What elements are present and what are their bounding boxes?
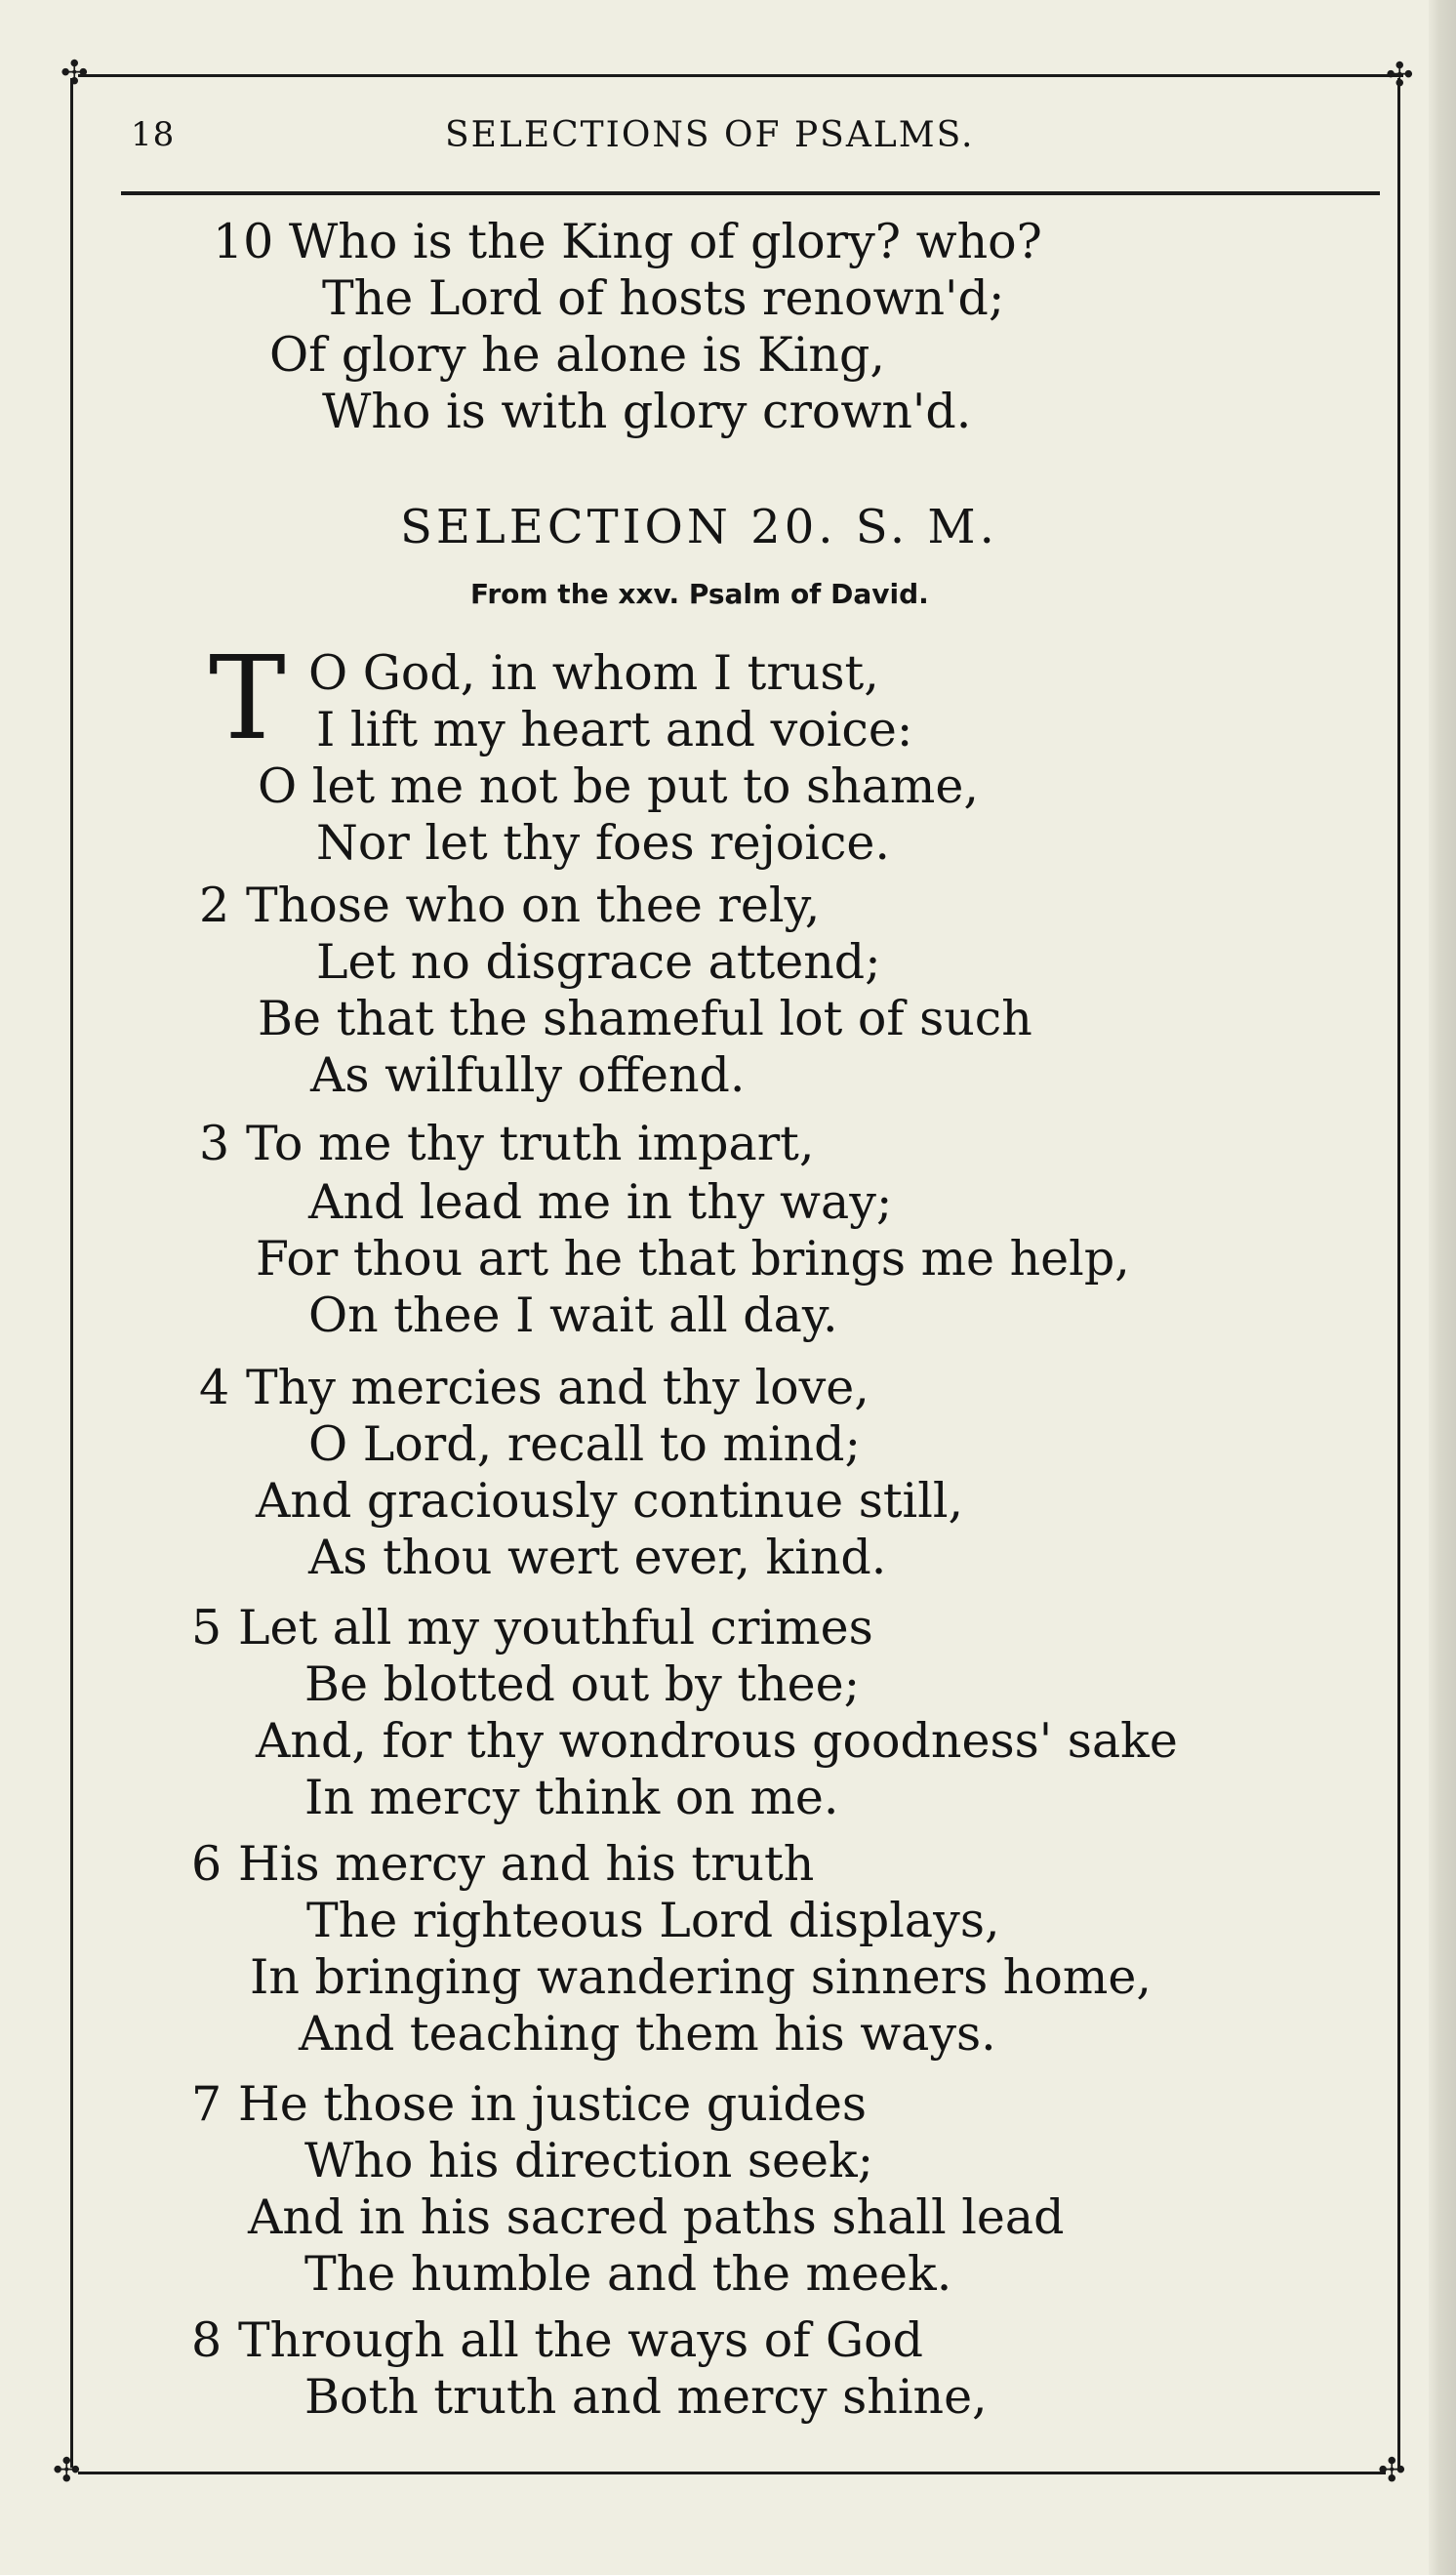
- verse-line: Both truth and mercy shine,: [304, 2369, 988, 2425]
- page-number: 18: [131, 115, 176, 154]
- verse-line: Of glory he alone is King,: [269, 327, 885, 383]
- right-rule: [1397, 78, 1400, 2468]
- verse-line: As thou wert ever, kind.: [308, 1530, 887, 1585]
- verse-line: The Lord of hosts renown'd;: [322, 270, 1005, 326]
- verse-line: And teaching them his ways.: [299, 2006, 996, 2062]
- header-rule: [121, 191, 1380, 195]
- corner-ornament-icon: ✣: [61, 54, 89, 93]
- verse-line: The righteous Lord displays,: [306, 1893, 1000, 1948]
- corner-ornament-icon: ✣: [1386, 56, 1414, 95]
- verse-line: 6 His mercy and his truth: [191, 1836, 815, 1892]
- verse-line: On thee I wait all day.: [308, 1288, 838, 1343]
- verse-line: Be blotted out by thee;: [304, 1656, 861, 1712]
- selection-title: SELECTION 20. S. M.: [400, 500, 998, 554]
- verse-line: In bringing wandering sinners home,: [250, 1949, 1152, 2005]
- verse-line: Who is with glory crown'd.: [322, 384, 972, 439]
- verse-line: Nor let thy foes rejoice.: [316, 815, 890, 871]
- page-header: [131, 115, 1370, 174]
- verse-number: 8: [191, 2312, 222, 2368]
- verse-line: 2 Those who on thee rely,: [199, 878, 821, 933]
- verse-line: O let me not be put to shame,: [258, 758, 979, 814]
- verse-line: And lead me in thy way;: [308, 1174, 893, 1230]
- verse-line: O Lord, recall to mind;: [308, 1416, 862, 1472]
- verse-line: The humble and the meek.: [304, 2246, 952, 2302]
- verse-line: In mercy think on me.: [304, 1770, 839, 1825]
- verse-line: 10 Who is the King of glory? who?: [213, 214, 1042, 269]
- verse-number: 3: [199, 1116, 230, 1171]
- verse-line: 7 He those in justice guides: [191, 2076, 867, 2132]
- verse-line: O God, in whom I trust,: [308, 645, 879, 701]
- verse-line: And in his sacred paths shall lead: [248, 2189, 1065, 2245]
- verse-line: Be that the shameful lot of such: [258, 991, 1032, 1046]
- verse-number: 7: [191, 2076, 222, 2132]
- corner-ornament-icon: ✣: [53, 2451, 81, 2490]
- verse-line: I lift my heart and voice:: [316, 702, 913, 757]
- left-rule: [70, 78, 73, 2468]
- verse-line: 5 Let all my youthful crimes: [191, 1600, 873, 1655]
- verse-number: 2: [199, 878, 230, 933]
- verse-line: Let no disgrace attend;: [316, 934, 881, 990]
- verse-line: Who his direction seek;: [304, 2133, 874, 2188]
- drop-cap: T: [209, 631, 286, 765]
- verse-number: 4: [199, 1360, 230, 1415]
- verse-line: For thou art he that brings me help,: [256, 1231, 1130, 1287]
- top-rule: [78, 74, 1403, 77]
- verse-line: 3 To me thy truth impart,: [199, 1116, 815, 1171]
- verse-line: 4 Thy mercies and thy love,: [199, 1360, 870, 1415]
- verse-line: And, for thy wondrous goodness' sake: [256, 1713, 1178, 1769]
- verse-number: 6: [191, 1836, 222, 1892]
- bottom-rule: [78, 2472, 1386, 2474]
- verse-number: 5: [191, 1600, 222, 1655]
- verse-line: And graciously continue still,: [256, 1473, 964, 1529]
- selection-subtitle: From the xxv. Psalm of David.: [470, 578, 929, 610]
- page-edge: [1429, 0, 1456, 2575]
- corner-ornament-icon: ✣: [1378, 2451, 1406, 2490]
- verse-line: 8 Through all the ways of God: [191, 2312, 923, 2368]
- verse-line: As wilfully offend.: [310, 1047, 746, 1103]
- running-head: SELECTIONS OF PSALMS.: [445, 115, 975, 155]
